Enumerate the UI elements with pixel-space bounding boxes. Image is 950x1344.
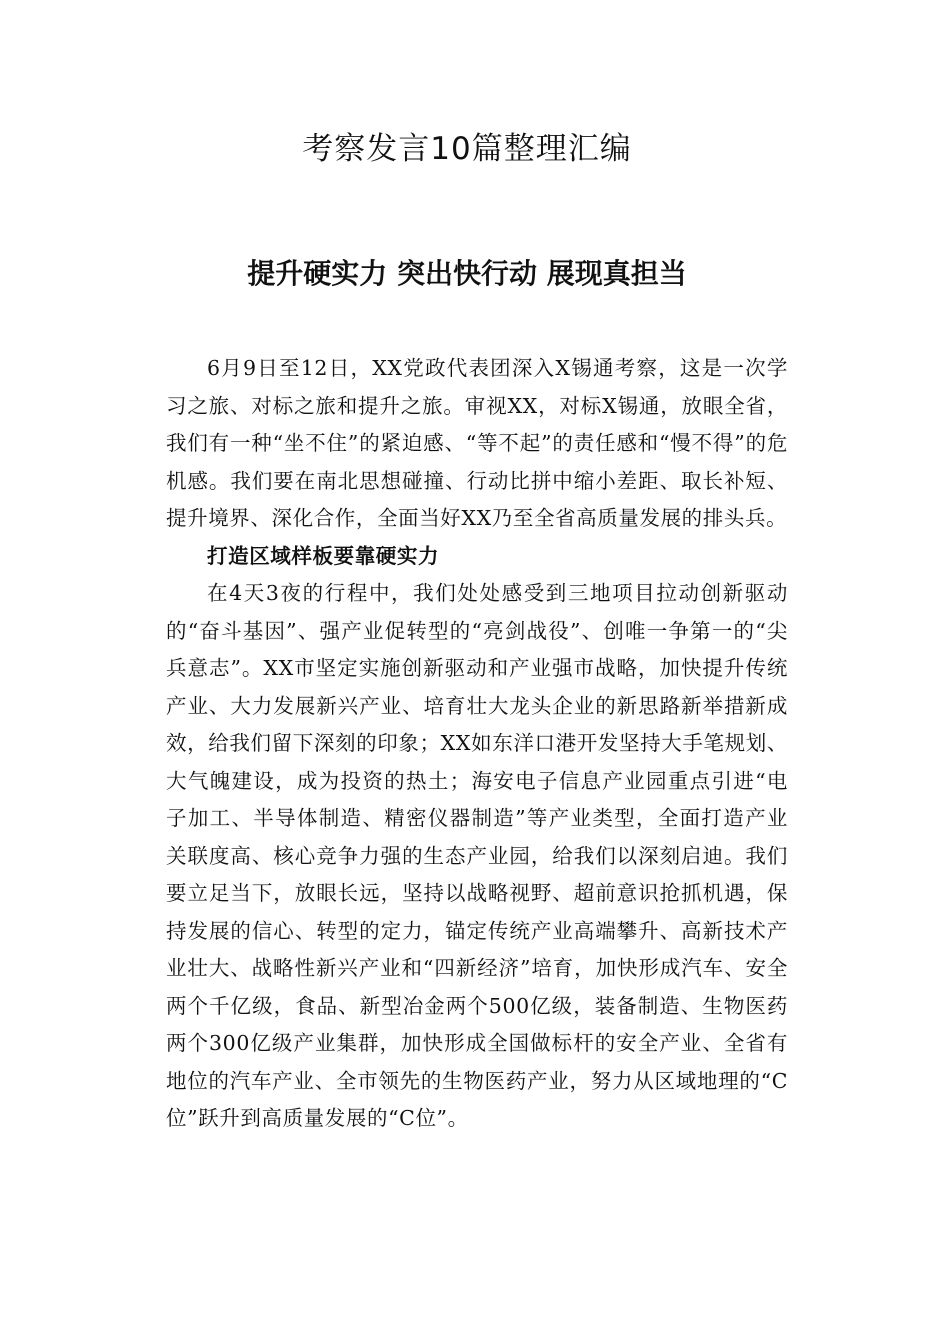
document-title: 考察发言10篇整理汇编	[302, 131, 632, 167]
section-heading: 打造区域样板要靠硬实力	[207, 543, 440, 568]
paragraph-section-1: 在4天3夜的行程中，我们处处感受到三地项目拉动创新驱动的“奋斗基因”、强产业促转型的“亮剑战役”、创唯一争第一的“尖兵意志”。XX市坚定实施创新驱动和产业强市战略，加快提升传统产业、大力发展新兴产业、培育壮大龙头企业的新思路新举措新成效，给我们留下深刻的印象；XX如东洋口港开发坚持大手笔规划、大气魄建设，成为投资的热土；海安电子信息产业园重点引进“电子加工、半导体制造、精密仪器制造”等产业类型，全面打造产业关联度高、核心竞争力强的生态产业园，给我们以深刻启迪。我们要立足当下，放眼长远，坚持以战略视野、超前意识抢抓机遇，保持发展的信心、转型的定力，锚定传统产业高端攀升、高新技术产业壮大、战略性新兴产业和“四新经济”培育，加快形成汽车、安全两个千亿级，食品、新型冶金两个500亿级，装备制造、生物医药两个300亿级产业集群，加快形成全国做标杆的安全产业、全省有地位的汽车产业、全市领先的生物医药产业，努力从区域地理的“C位”跃升到高质量发展的“C位”。	[166, 581, 788, 1130]
document-body	[166, 350, 788, 1138]
document-subtitle: 提升硬实力 突出快行动 展现真担当	[247, 257, 687, 290]
paragraph-intro: 6月9日至12日，XX党政代表团深入X锡通考察，这是一次学习之旅、对标之旅和提升之旅。审视XX，对标X锡通，放眼全省，我们有一种“坐不住”的紧迫感、“等不起”的责任感和“慢不得”的危机感。我们要在南北思想碰撞、行动比拼中缩小差距、取长补短、提升境界、深化合作，全面当好XX乃至全省高质量发展的排头兵。	[166, 356, 788, 530]
